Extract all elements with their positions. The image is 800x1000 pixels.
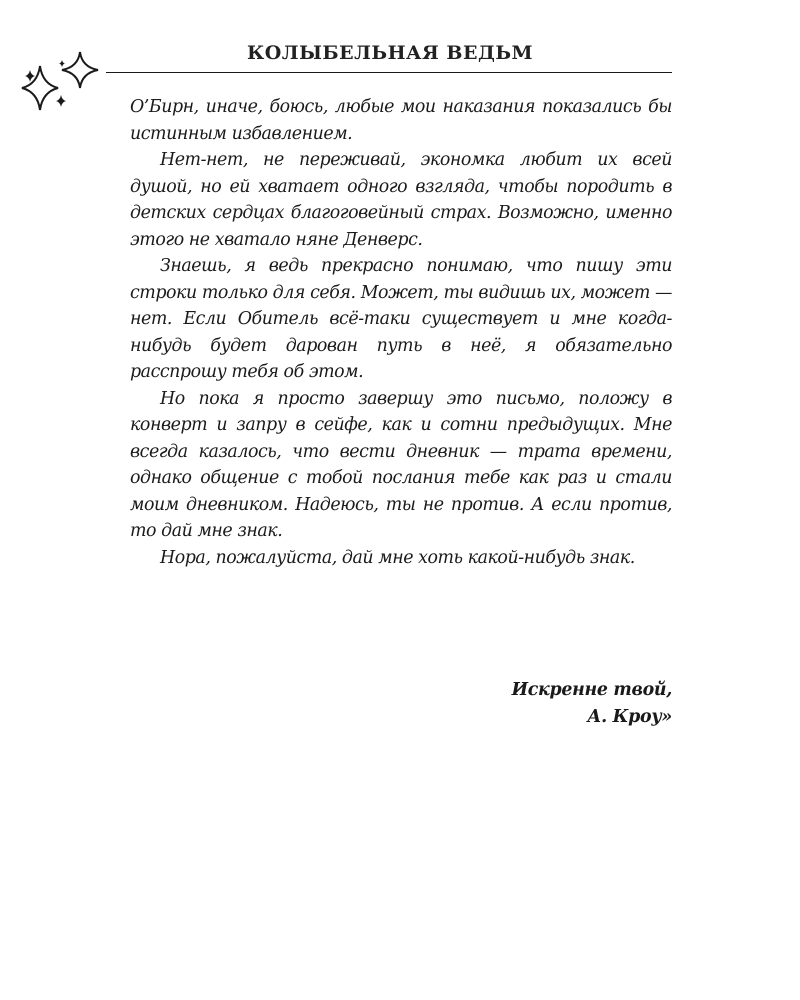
letter-body	[130, 94, 672, 571]
signature-closing: Искренне твой,	[511, 680, 672, 700]
paragraph-4: Но пока я просто завершу это письмо, положу в конверт и запру в сейфе, как и сотни предыдущих. Мне всегда казалось, что вести дневник — трата времени, однако общение с тобой послания тебе как раз и стали моим дневником. Надеюсь, ты не против. А если против, то дай мне знак.	[130, 388, 672, 541]
header-divider	[106, 72, 672, 73]
running-header-title: КОЛЫБЕЛЬНАЯ ВЕДЬМ	[246, 42, 534, 64]
four-point-sparkles-icon	[18, 50, 108, 116]
paragraph-3: Знаешь, я ведь прекрасно понимаю, что пишу эти строки только для себя. Может, ты видишь их, может — нет. Если Обитель всё-таки существует и мне когда-нибудь будет дарован путь в неё, я обязательно расспрошу тебя об этом.	[130, 256, 672, 382]
letter-signature	[130, 677, 672, 730]
signature-name: А. Кроу»	[587, 706, 672, 727]
paragraph-1: О’Бирн, иначе, боюсь, любые мои наказания показались бы истинным избавлением.	[130, 97, 672, 144]
paragraph-2: Нет-нет, не переживай, экономка любит их всей душой, но ей хватает одного взгляда, чтобы породить в детских сердцах благоговейный страх. Возможно, именно этого не хватало няне Денверс.	[130, 150, 672, 250]
paragraph-5: Нора, пожалуйста, дай мне хоть какой-нибудь знак.	[160, 547, 635, 568]
